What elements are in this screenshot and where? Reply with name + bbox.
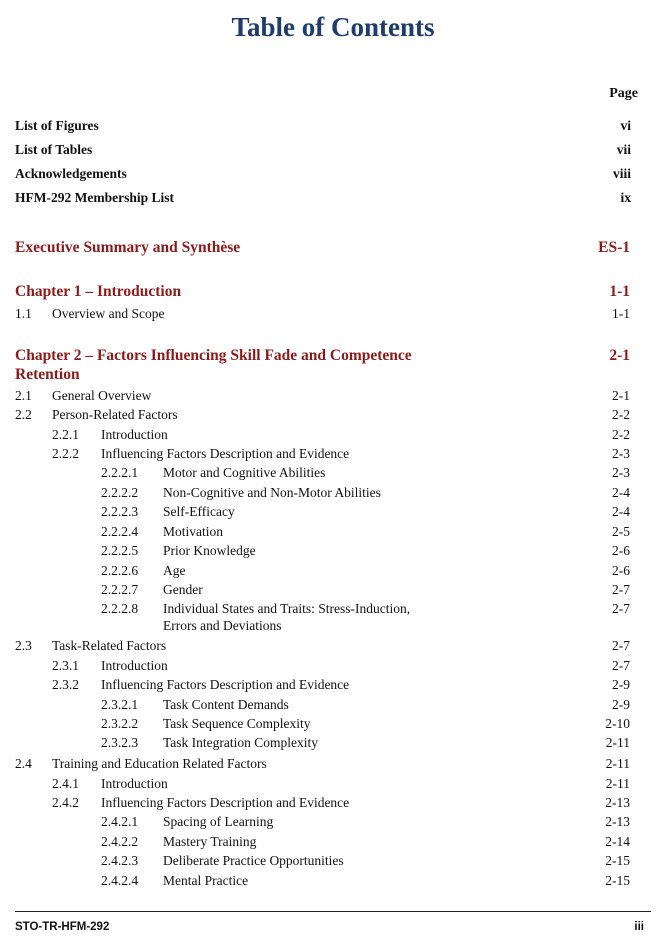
toc-entry-label: Chapter 2 – Factors Influencing Skill Fade and Competence (15, 347, 412, 364)
toc-entry-page: 2-3 (612, 446, 630, 461)
toc-entry-page: 2-7 (612, 601, 630, 616)
toc-entry-page: 2-13 (605, 795, 630, 810)
toc-entry-label: Influencing Factors Description and Evidence (101, 677, 350, 692)
toc-entry-page: 2-7 (612, 582, 630, 597)
toc-entry-page: 2-5 (612, 524, 630, 539)
toc-entry-number: 2.4.1 (52, 776, 79, 791)
toc-entry-label: Chapter 1 – Introduction (15, 283, 182, 300)
toc-entry-page: 2-6 (612, 563, 630, 578)
toc-entry-page: 2-1 (612, 388, 630, 403)
toc-entry-number: 2.3.1 (52, 658, 79, 673)
toc-entry-page: vii (616, 142, 631, 157)
toc-entry-number: 2.3.2 (52, 677, 79, 692)
toc-entry-label: Gender (163, 582, 203, 597)
toc-entry-label: Task Integration Complexity (163, 735, 319, 750)
toc-entry-page: 2-3 (612, 465, 630, 480)
toc-entry-number: 2.2.2 (52, 446, 79, 461)
toc-entry-label: General Overview (52, 388, 152, 403)
toc-entry-label: Overview and Scope (52, 306, 165, 321)
toc-entry-number: 2.2.2.5 (101, 543, 139, 558)
toc-entry-page: 2-11 (605, 735, 630, 750)
toc-entry-number: 2.4.2.3 (101, 853, 139, 868)
toc-entry-label: Person-Related Factors (52, 407, 178, 422)
toc-entry-page: 2-7 (612, 638, 630, 653)
toc-entry-label: Deliberate Practice Opportunities (163, 853, 344, 868)
toc-entry-label: Mastery Training (163, 834, 257, 849)
footer-divider (15, 911, 651, 912)
toc-entry-label-continued: Errors and Deviations (163, 618, 282, 633)
toc-entry-number: 2.3.2.1 (101, 697, 139, 712)
toc-entry-page: 2-10 (605, 716, 630, 731)
toc-entry-page: 2-9 (612, 697, 630, 712)
toc-entry-label: Acknowledgements (15, 166, 127, 181)
toc-entry-label: List of Tables (15, 142, 93, 157)
toc-entry-number: 2.2.2.7 (101, 582, 139, 597)
page-column-header: Page (609, 86, 638, 101)
toc-entry-label-continued: Retention (15, 366, 80, 383)
toc-entry-label: Motor and Cognitive Abilities (163, 465, 326, 480)
toc-entry-number: 2.2.2.6 (101, 563, 139, 578)
toc-entry-page: ES-1 (598, 239, 630, 256)
toc-entry-page: 2-15 (605, 853, 630, 868)
toc-entry-number: 2.3.2.2 (101, 716, 139, 731)
toc-entry-page: 2-11 (605, 756, 630, 771)
toc-entry-label: Introduction (101, 776, 168, 791)
toc-entry-number: 2.4.2 (52, 795, 79, 810)
toc-entry-number: 2.2 (15, 407, 32, 422)
toc-entry-number: 2.4.2.4 (101, 873, 139, 888)
toc-entry-number: 2.3.2.3 (101, 735, 139, 750)
toc-entry-label: Spacing of Learning (163, 814, 274, 829)
toc-entry-label: List of Figures (15, 118, 99, 133)
toc-entry-page: vi (620, 118, 631, 133)
toc-entry-page: viii (612, 166, 631, 181)
toc-entry-label: Introduction (101, 427, 168, 442)
toc-entry-page: 2-6 (612, 543, 630, 558)
toc-entry-page: 1-1 (612, 306, 630, 321)
footer-page-number: iii (634, 921, 644, 933)
toc-entry-page: 1-1 (609, 283, 630, 300)
toc-entry-label: Executive Summary and Synthèse (15, 239, 241, 256)
toc-entry-page: 2-14 (605, 834, 630, 849)
toc-entry-label: Task Content Demands (163, 697, 289, 712)
toc-entry-label: Age (163, 563, 186, 578)
toc-entry-page: 2-2 (612, 427, 630, 442)
toc-entry-label: Influencing Factors Description and Evidence (101, 795, 350, 810)
toc-entry-page: 2-7 (612, 658, 630, 673)
toc-entry-label: Self-Efficacy (163, 504, 235, 519)
toc-entry-number: 2.2.2.2 (101, 485, 139, 500)
toc-entry-label: Non-Cognitive and Non-Motor Abilities (163, 485, 381, 500)
toc-entry-label: Mental Practice (163, 873, 249, 888)
toc-entry-label: Training and Education Related Factors (52, 756, 267, 771)
toc-entry-label: Individual States and Traits: Stress-Induction, (163, 601, 411, 616)
toc-entry-page: 2-11 (605, 776, 630, 791)
toc-entry-label: Motivation (163, 524, 223, 539)
toc-entry-page: 2-13 (605, 814, 630, 829)
page-title: Table of Contents (231, 12, 435, 42)
toc-entry-page: ix (620, 190, 631, 205)
toc-entry-label: Introduction (101, 658, 168, 673)
toc-entry-number: 2.1 (15, 388, 32, 403)
toc-entry-page: 2-1 (609, 347, 630, 364)
toc-entry-number: 2.2.2.8 (101, 601, 139, 616)
toc-entry-number: 2.2.2.1 (101, 465, 139, 480)
toc-entry-page: 2-4 (612, 504, 630, 519)
toc-entry-number: 2.2.2.3 (101, 504, 139, 519)
toc-entry-number: 2.4.2.2 (101, 834, 139, 849)
toc-entry-label: Influencing Factors Description and Evidence (101, 446, 350, 461)
toc-entry-number: 1.1 (15, 306, 32, 321)
toc-entry-page: 2-2 (612, 407, 630, 422)
toc-entry-label: Task Sequence Complexity (163, 716, 311, 731)
toc-entry-number: 2.4 (15, 756, 32, 771)
toc-entry-number: 2.2.2.4 (101, 524, 139, 539)
toc-entry-number: 2.2.1 (52, 427, 79, 442)
toc-entry-page: 2-4 (612, 485, 630, 500)
toc-entry-number: 2.4.2.1 (101, 814, 139, 829)
footer-report-id: STO-TR-HFM-292 (15, 921, 110, 933)
toc-entry-page: 2-15 (605, 873, 630, 888)
toc-entry-page: 2-9 (612, 677, 630, 692)
toc-entry-label: Task-Related Factors (52, 638, 167, 653)
toc-entry-label: HFM-292 Membership List (15, 190, 174, 205)
toc-entry-number: 2.3 (15, 638, 32, 653)
toc-entry-label: Prior Knowledge (163, 543, 256, 558)
